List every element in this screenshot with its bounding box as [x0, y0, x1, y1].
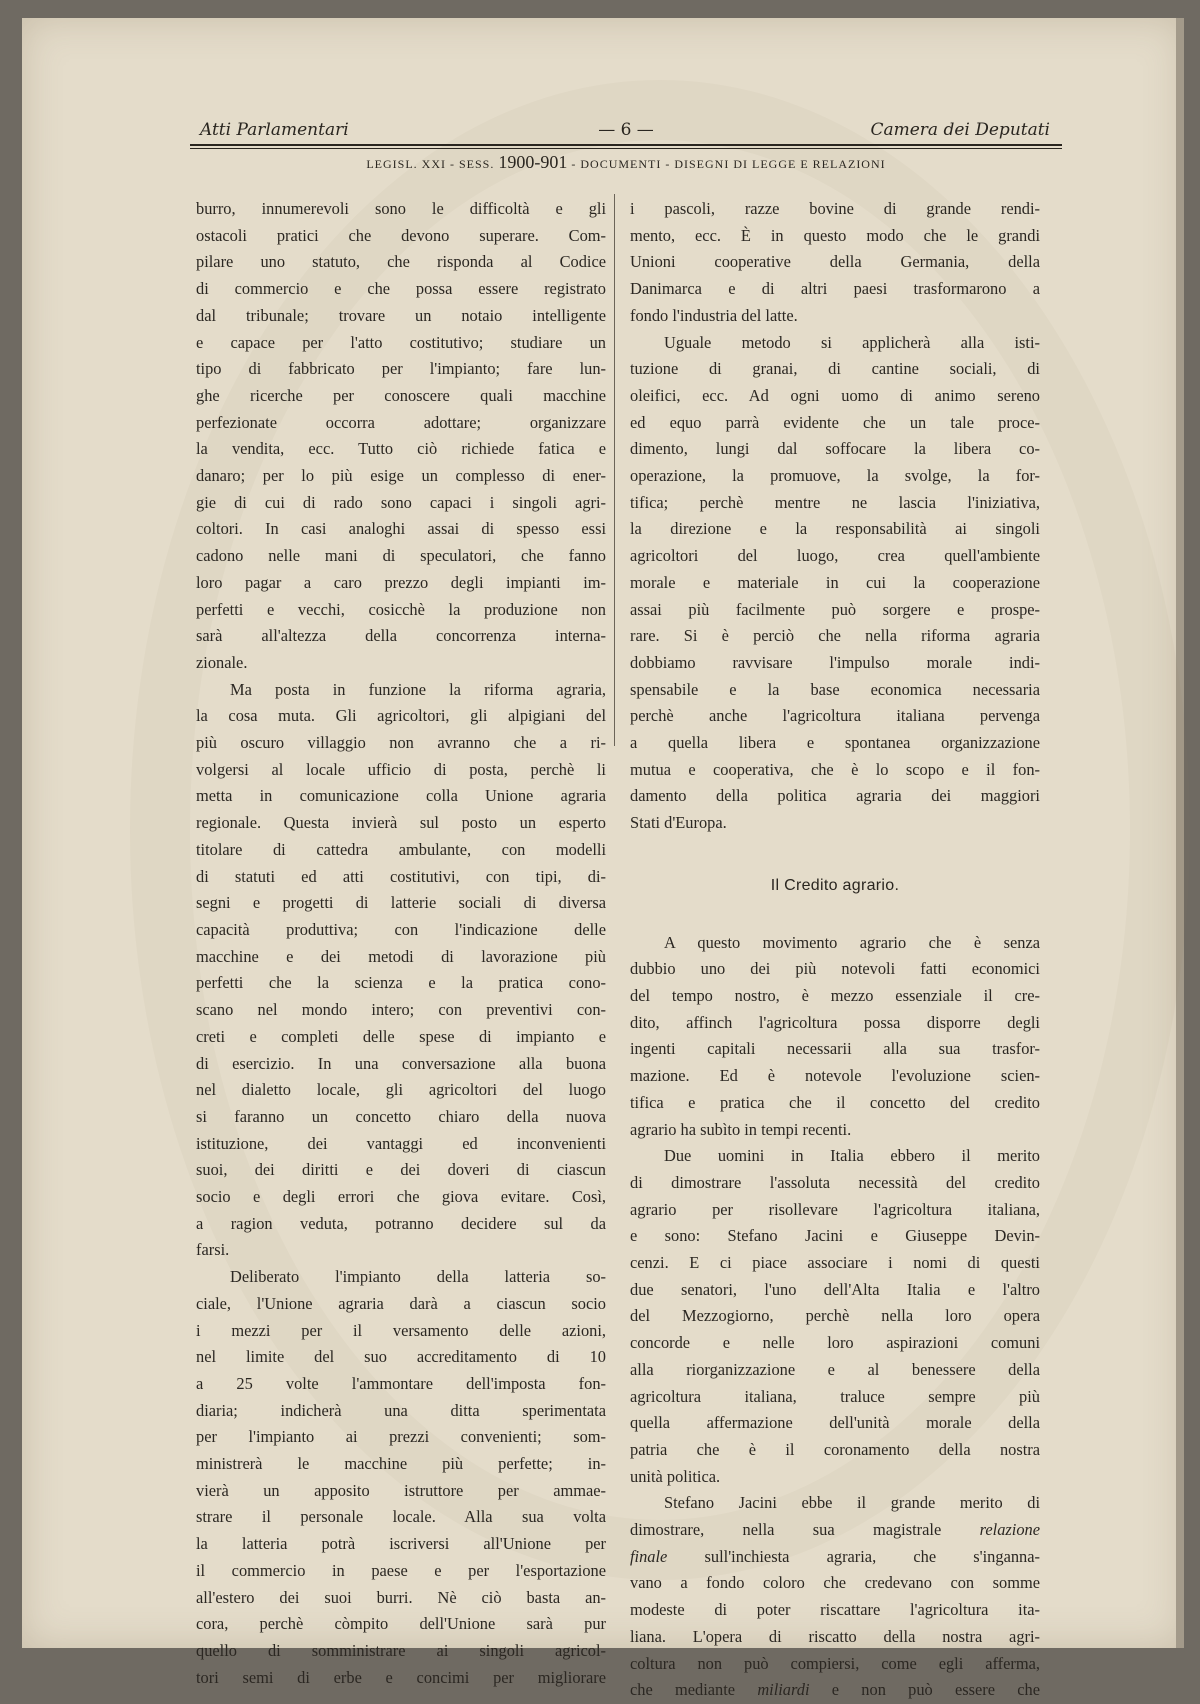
text-line: [196, 1371, 606, 1398]
text-line: [196, 837, 606, 864]
text-line: [196, 410, 606, 437]
text-fragment: di dimostrare l'assoluta necessità del credito: [630, 1172, 1040, 1192]
text-line: [630, 730, 1040, 757]
text-fragment: perchè anche l'agricoltura italiana pervenga: [630, 706, 1040, 726]
text-line: [630, 650, 1040, 677]
text-fragment: perfetti e vecchi, cosicchè la produzione non: [196, 599, 606, 619]
text-line: [196, 1264, 606, 1291]
section-title: Il Credito agrario.: [770, 876, 900, 894]
text-line: [196, 970, 606, 997]
header-subtitle: [190, 152, 1062, 173]
text-line: [196, 1451, 606, 1478]
text-fragment: metta in comunicazione colla Unione agraria: [196, 786, 606, 806]
text-line: [630, 1277, 1040, 1304]
text-fragment: loro pagar a caro prezzo degli impianti im-: [196, 572, 606, 592]
text-fragment: istituzione, dei vantaggi ed inconvenienti: [196, 1133, 606, 1153]
text-fragment: il commercio in paese e per l'esportazione: [196, 1560, 606, 1580]
text-line: [196, 1665, 606, 1692]
text-line: [196, 1558, 606, 1585]
text-line: [630, 1437, 1040, 1464]
text-fragment: burro, innumerevoli sono le difficoltà e gli: [196, 199, 606, 218]
text-fragment: tifica; perchè mentre ne lascia l'iniziativa,: [630, 492, 1040, 512]
text-line: [630, 303, 1040, 330]
text-line: [630, 623, 1040, 650]
text-fragment: Stefano Jacini ebbe il grande merito di: [664, 1493, 1040, 1513]
text-fragment: zionale.: [196, 652, 248, 672]
text-fragment: tuzione di granai, di cantine sociali, di: [630, 359, 1040, 379]
text-fragment: farsi.: [196, 1240, 230, 1260]
text-fragment: agrario per risollevare l'agricoltura italiana,: [630, 1199, 1040, 1219]
text-line: [630, 1544, 1040, 1571]
text-fragment: più oscuro villaggio non avranno che a ri-: [196, 733, 606, 753]
text-line: [196, 490, 606, 517]
text-fragment: perfezionate occorra adottare; organizzare: [196, 412, 606, 432]
text-fragment: dimento, lungi dal soffocare la libera co-: [630, 439, 1040, 459]
text-fragment: sull'inchiesta agraria, che s'inganna-: [704, 1546, 1040, 1566]
text-fragment: ed equo parrà evidente che un tale proce-: [630, 412, 1040, 432]
text-fragment: ciale, l'Unione agraria darà a ciascun socio: [196, 1293, 606, 1313]
text-fragment: mento, ecc. È in questo modo che le grandi: [630, 225, 1040, 245]
text-line: [196, 1585, 606, 1612]
text-line: [630, 1063, 1040, 1090]
text-fragment: scano nel mondo intero; con preventivi con-: [196, 1000, 606, 1020]
text-fragment: perfetti che la scienza e la pratica cono-: [196, 973, 606, 993]
text-line: [196, 1478, 606, 1505]
text-line: [196, 703, 606, 730]
text-fragment: nel dialetto locale, gli agricoltori del luogo: [196, 1080, 606, 1100]
text-line: [630, 1597, 1040, 1624]
text-line: [196, 917, 606, 944]
text-line: [630, 196, 1040, 223]
text-line: [196, 864, 606, 891]
text-line: [630, 956, 1040, 983]
text-fragment: modeste di poter riscattare l'agricoltura ita-: [630, 1600, 1040, 1620]
text-fragment: di statuti ed atti costitutivi, con tipi, di-: [196, 866, 606, 886]
text-line: [196, 1398, 606, 1425]
right-column: [630, 196, 1040, 1704]
text-line: [630, 783, 1040, 810]
text-line: [630, 410, 1040, 437]
text-fragment: tipo di fabbricato per l'impianto; fare lun-: [196, 359, 606, 379]
text-line: [630, 1197, 1040, 1224]
italic-text: finale: [630, 1546, 668, 1566]
text-line: [196, 623, 606, 650]
page-header: [190, 120, 1062, 172]
text-fragment: e sono: Stefano Jacini e Giuseppe Devin-: [630, 1226, 1040, 1246]
text-line: [630, 1677, 1040, 1704]
text-fragment: spensabile e la base economica necessaria: [630, 679, 1040, 699]
text-line: [196, 356, 606, 383]
text-fragment: la latteria potrà iscriversi all'Unione per: [196, 1534, 606, 1554]
text-fragment: ghe ricerche per conoscere quali macchine: [196, 385, 606, 405]
text-fragment: la cosa muta. Gli agricoltori, gli alpigiani del: [196, 706, 606, 726]
text-line: [196, 383, 606, 410]
text-line: [630, 677, 1040, 704]
text-fragment: del tempo nostro, è mezzo essenziale il cre-: [630, 985, 1040, 1005]
text-fragment: macchine e dei metodi di lavorazione più: [196, 946, 606, 966]
text-fragment: patria che è il coronamento della nostra: [630, 1439, 1040, 1459]
text-line: [630, 1357, 1040, 1384]
text-fragment: i pascoli, razze bovine di grande rendi-: [630, 199, 1040, 218]
right-column-part-b: [630, 930, 1040, 1704]
text-fragment: ministrerà le macchine più perfette; in-: [196, 1454, 606, 1474]
text-line: [196, 276, 606, 303]
text-fragment: la direzione e la responsabilità ai singoli: [630, 519, 1040, 539]
text-line: [196, 1131, 606, 1158]
text-line: [196, 1344, 606, 1371]
text-line: [630, 810, 1040, 837]
text-line: [630, 1036, 1040, 1063]
text-fragment: dubbio uno dei più notevoli fatti economici: [630, 959, 1040, 979]
text-fragment: capacità produttiva; con l'indicazione delle: [196, 919, 606, 939]
text-fragment: all'estero dei suoi burri. Nè ciò basta an-: [196, 1587, 606, 1607]
text-fragment: tifica e pratica che il concetto del credito: [630, 1092, 1040, 1112]
text-fragment: e non può essere che: [831, 1680, 1040, 1700]
page-fold-edge: [1176, 18, 1184, 1648]
italic-text: relazione: [979, 1520, 1040, 1540]
text-fragment: quella affermazione dell'unità morale della: [630, 1413, 1040, 1433]
text-line: [630, 1330, 1040, 1357]
text-fragment: e capace per l'atto costitutivo; studiare un: [196, 332, 606, 352]
text-fragment: a ragion veduta, potranno decidere sul da: [196, 1213, 606, 1233]
text-fragment: che mediante: [630, 1680, 736, 1700]
text-line: [630, 1223, 1040, 1250]
text-line: [630, 1303, 1040, 1330]
text-fragment: mazione. Ed è notevole l'evoluzione scien-: [630, 1066, 1040, 1086]
text-line: [196, 1184, 606, 1211]
text-line: [196, 1104, 606, 1131]
text-line: [196, 1024, 606, 1051]
text-line: [196, 463, 606, 490]
text-line: [630, 276, 1040, 303]
text-fragment: diaria; indicherà una ditta sperimentata: [196, 1400, 606, 1420]
text-fragment: cadono nelle mani di speculatori, che fanno: [196, 546, 606, 566]
text-fragment: Unioni cooperative della Germania, della: [630, 252, 1040, 272]
text-line: [630, 597, 1040, 624]
text-line: [196, 997, 606, 1024]
text-fragment: coltori. In casi analoghi assai di spesso essi: [196, 519, 606, 539]
text-fragment: del Mezzogiorno, perchè nella loro opera: [630, 1306, 1040, 1326]
text-fragment: alla riorganizzazione e al benessere della: [630, 1359, 1040, 1379]
text-fragment: vierà un apposito istruttore per ammae-: [196, 1480, 606, 1500]
text-line: [630, 1570, 1040, 1597]
subtitle-year: 1900-901: [498, 152, 568, 172]
text-fragment: agricoltori del luogo, crea quell'ambiente: [630, 546, 1040, 566]
text-line: [630, 383, 1040, 410]
text-fragment: concorde e nelle loro aspirazioni comuni: [630, 1333, 1040, 1353]
text-line: [630, 356, 1040, 383]
text-fragment: a quella libera e spontanea organizzazione: [630, 733, 1040, 753]
text-fragment: a 25 volte l'ammontare dell'imposta fon-: [196, 1373, 606, 1393]
text-fragment: di esercizio. In una conversazione alla buona: [196, 1053, 606, 1073]
text-line: [196, 757, 606, 784]
text-line: [196, 730, 606, 757]
text-fragment: quello di somministrare ai singoli agricol-: [196, 1640, 606, 1660]
text-line: [630, 757, 1040, 784]
text-line: [630, 330, 1040, 357]
text-fragment: operazione, la promuove, la svolge, la for-: [630, 466, 1040, 486]
text-line: [196, 650, 606, 677]
text-line: [196, 1157, 606, 1184]
text-fragment: regionale. Questa invierà sul posto un esperto: [196, 813, 606, 833]
text-fragment: si faranno un concetto chiaro della nuova: [196, 1106, 606, 1126]
text-fragment: cora, perchè còmpito dell'Unione sarà pur: [196, 1614, 606, 1634]
text-fragment: sarà all'altezza della concorrenza interna-: [196, 626, 606, 646]
text-line: [196, 570, 606, 597]
text-fragment: strare il personale locale. Alla sua volta: [196, 1507, 606, 1527]
text-line: [630, 1117, 1040, 1144]
text-line: [196, 810, 606, 837]
text-fragment: due senatori, l'uno dell'Alta Italia e l'altro: [630, 1279, 1040, 1299]
text-fragment: rare. Si è perciò che nella riforma agraria: [630, 626, 1040, 646]
text-fragment: volgersi al locale ufficio di posta, perchè li: [196, 759, 606, 779]
text-line: [630, 490, 1040, 517]
text-fragment: pilare uno statuto, che risponda al Codice: [196, 252, 606, 272]
text-fragment: per l'impianto ai prezzi convenienti; som-: [196, 1427, 606, 1447]
text-line: [196, 1291, 606, 1318]
header-rule-thin: [190, 148, 1062, 149]
text-line: [630, 570, 1040, 597]
text-line: [196, 890, 606, 917]
text-line: [630, 1490, 1040, 1517]
text-fragment: A questo movimento agrario che è senza: [664, 932, 1040, 952]
text-line: [630, 223, 1040, 250]
text-line: [196, 1638, 606, 1665]
text-fragment: segni e progetti di latterie sociali di diversa: [196, 893, 606, 913]
text-fragment: Stati d'Europa.: [630, 813, 727, 833]
text-fragment: unità politica.: [630, 1466, 721, 1486]
text-fragment: dito, affinch l'agricoltura possa disporre degli: [630, 1012, 1040, 1032]
text-fragment: tori semi di erbe e concimi per migliorare: [196, 1667, 606, 1687]
text-fragment: suoi, dei diritti e dei doveri di ciascun: [196, 1160, 606, 1180]
italic-text: miliardi: [757, 1680, 810, 1700]
text-fragment: la vendita, ecc. Tutto ciò richiede fatica e: [196, 439, 606, 459]
text-line: [630, 1010, 1040, 1037]
text-line: [196, 783, 606, 810]
column-divider: [614, 194, 615, 746]
text-line: [630, 436, 1040, 463]
text-fragment: oleifici, ecc. Ad ogni uomo di animo sereno: [630, 385, 1040, 405]
text-fragment: Ma posta in funzione la riforma agraria,: [230, 679, 606, 699]
text-line: [630, 1143, 1040, 1170]
text-line: [196, 303, 606, 330]
left-column: [196, 196, 606, 1691]
subtitle-legislature: LEGISL. XXI - SESS.: [366, 157, 495, 171]
text-fragment: gie di cui di rado sono capaci i singoli agri-: [196, 492, 606, 512]
text-fragment: dimostrare, nella sua magistrale: [630, 1520, 942, 1540]
text-fragment: Due uomini in Italia ebbero il merito: [664, 1146, 1040, 1166]
text-fragment: mutua e cooperativa, che è lo scopo e il fon-: [630, 759, 1040, 779]
text-line: [630, 463, 1040, 490]
text-line: [630, 1090, 1040, 1117]
text-fragment: agricoltura italiana, traluce sempre più: [630, 1386, 1040, 1406]
text-fragment: socio e degli errori che giova evitare. Così,: [196, 1187, 606, 1207]
text-fragment: damento della politica agraria dei maggiori: [630, 786, 1040, 806]
text-line: [196, 1424, 606, 1451]
text-line: [196, 223, 606, 250]
text-line: [196, 543, 606, 570]
text-fragment: coltura non può compiersi, come egli afferma,: [630, 1653, 1040, 1673]
text-line: [196, 436, 606, 463]
text-line: [630, 983, 1040, 1010]
text-fragment: i mezzi per il versamento delle azioni,: [196, 1320, 606, 1340]
text-fragment: dobbiamo ravvisare l'impulso morale indi-: [630, 652, 1040, 672]
text-fragment: vano a fondo coloro che credevano con somme: [630, 1573, 1040, 1593]
text-fragment: nel limite del suo accreditamento di 10: [196, 1347, 606, 1367]
text-fragment: morale e materiale in cui la cooperazione: [630, 572, 1040, 592]
subtitle-documents: - DOCUMENTI - DISEGNI DI LEGGE E RELAZIONI: [571, 157, 886, 171]
text-fragment: Uguale metodo si applicherà alla isti-: [664, 332, 1040, 352]
text-fragment: titolare di cattedra ambulante, con modelli: [196, 839, 606, 859]
text-line: [196, 1077, 606, 1104]
text-fragment: Deliberato l'impianto della latteria so-: [230, 1267, 606, 1287]
text-line: [196, 1611, 606, 1638]
text-line: [196, 1504, 606, 1531]
text-fragment: danaro; per lo più esige un complesso di ener-: [196, 466, 606, 486]
text-line: [630, 1384, 1040, 1411]
text-line: [630, 930, 1040, 957]
text-fragment: cenzi. E ci piace associare i nomi di questi: [630, 1253, 1040, 1273]
text-line: [630, 1464, 1040, 1491]
text-fragment: di commercio e che possa essere registrato: [196, 279, 606, 299]
text-line: [630, 1170, 1040, 1197]
text-line: [196, 516, 606, 543]
text-line: [196, 944, 606, 971]
header-right: Camera dei Deputati: [870, 120, 1050, 140]
text-fragment: Danimarca e di altri paesi trasformarono a: [630, 279, 1040, 299]
text-line: [196, 330, 606, 357]
text-fragment: liana. L'opera di riscatto della nostra agri-: [630, 1626, 1040, 1646]
text-line: [196, 1318, 606, 1345]
text-fragment: fondo l'industria del latte.: [630, 305, 798, 325]
text-line: [196, 249, 606, 276]
right-column-part-a: [630, 196, 1040, 837]
header-rule-thick: [190, 144, 1062, 146]
text-line: [196, 196, 606, 223]
text-fragment: creti e completi delle spese di impianto e: [196, 1026, 606, 1046]
text-line: [630, 249, 1040, 276]
text-line: [196, 1237, 606, 1264]
text-fragment: agrario ha subìto in tempi recenti.: [630, 1119, 852, 1139]
text-fragment: dal tribunale; trovare un notaio intelligente: [196, 305, 606, 325]
text-fragment: ingenti capitali necessarii alla sua trasfor-: [630, 1039, 1040, 1059]
text-line: [196, 677, 606, 704]
text-line: [630, 1624, 1040, 1651]
text-line: [630, 516, 1040, 543]
text-line: [196, 597, 606, 624]
page-number: — 6 —: [598, 120, 654, 140]
text-line: [630, 1410, 1040, 1437]
text-line: [196, 1211, 606, 1238]
text-line: [630, 543, 1040, 570]
text-fragment: ostacoli pratici che devono superare. Com-: [196, 225, 606, 245]
text-fragment: assai più facilmente può sorgere e prospe-: [630, 599, 1040, 619]
text-line: [630, 703, 1040, 730]
header-left: Atti Parlamentari: [200, 120, 349, 140]
text-line: [196, 1531, 606, 1558]
text-line: [630, 1250, 1040, 1277]
text-line: [196, 1051, 606, 1078]
text-line: [630, 1517, 1040, 1544]
